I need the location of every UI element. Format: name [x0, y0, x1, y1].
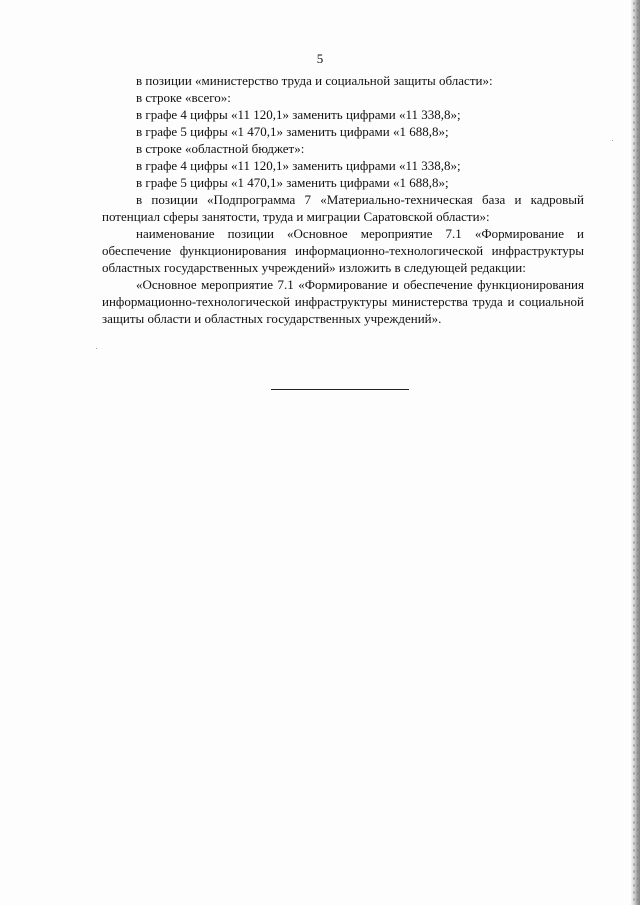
- text-line-column5-total: в графе 5 цифры «1 470,1» заменить цифрами «1 688,8»;: [136, 124, 449, 139]
- text-line-column5-regional: в графе 5 цифры «1 470,1» заменить цифрами «1 688,8»;: [136, 175, 449, 190]
- document-body: [102, 72, 584, 327]
- closing-rule: [271, 389, 409, 390]
- page-number: 5: [316, 51, 324, 66]
- text-line-column4-total: в графе 4 цифры «11 120,1» заменить цифрами «11 338,8»;: [136, 107, 461, 122]
- scan-noise-edge: [632, 0, 638, 905]
- text-line-column4-regional: в графе 4 цифры «11 120,1» заменить цифрами «11 338,8»;: [136, 158, 461, 173]
- paragraph-position-naming: наименование позиции «Основное мероприятие 7.1 «Формирование и обеспечение функционирования информационно-технологической инфраструктуры областных государственных учреждений» изложить в следующей редакции:: [102, 226, 584, 275]
- paragraph-subprogram-7: в позиции «Подпрограмма 7 «Материально-техническая база и кадровый потенциал сферы занятости, труда и миграции Саратовской области»:: [102, 192, 584, 224]
- scan-speck: [96, 348, 97, 349]
- text-line-position-ministry: в позиции «министерство труда и социальной защиты области»:: [136, 73, 493, 88]
- text-line-row-regional-budget: в строке «областной бюджет»:: [136, 141, 305, 156]
- paragraph-new-event-name: «Основное мероприятие 7.1 «Формирование и обеспечение функционирования информационно-технологической инфраструктуры министерства труда и социальной защиты области и областных государственных учреждений».: [102, 277, 584, 326]
- scan-speck: [612, 140, 613, 141]
- text-line-row-total: в строке «всего»:: [136, 90, 231, 105]
